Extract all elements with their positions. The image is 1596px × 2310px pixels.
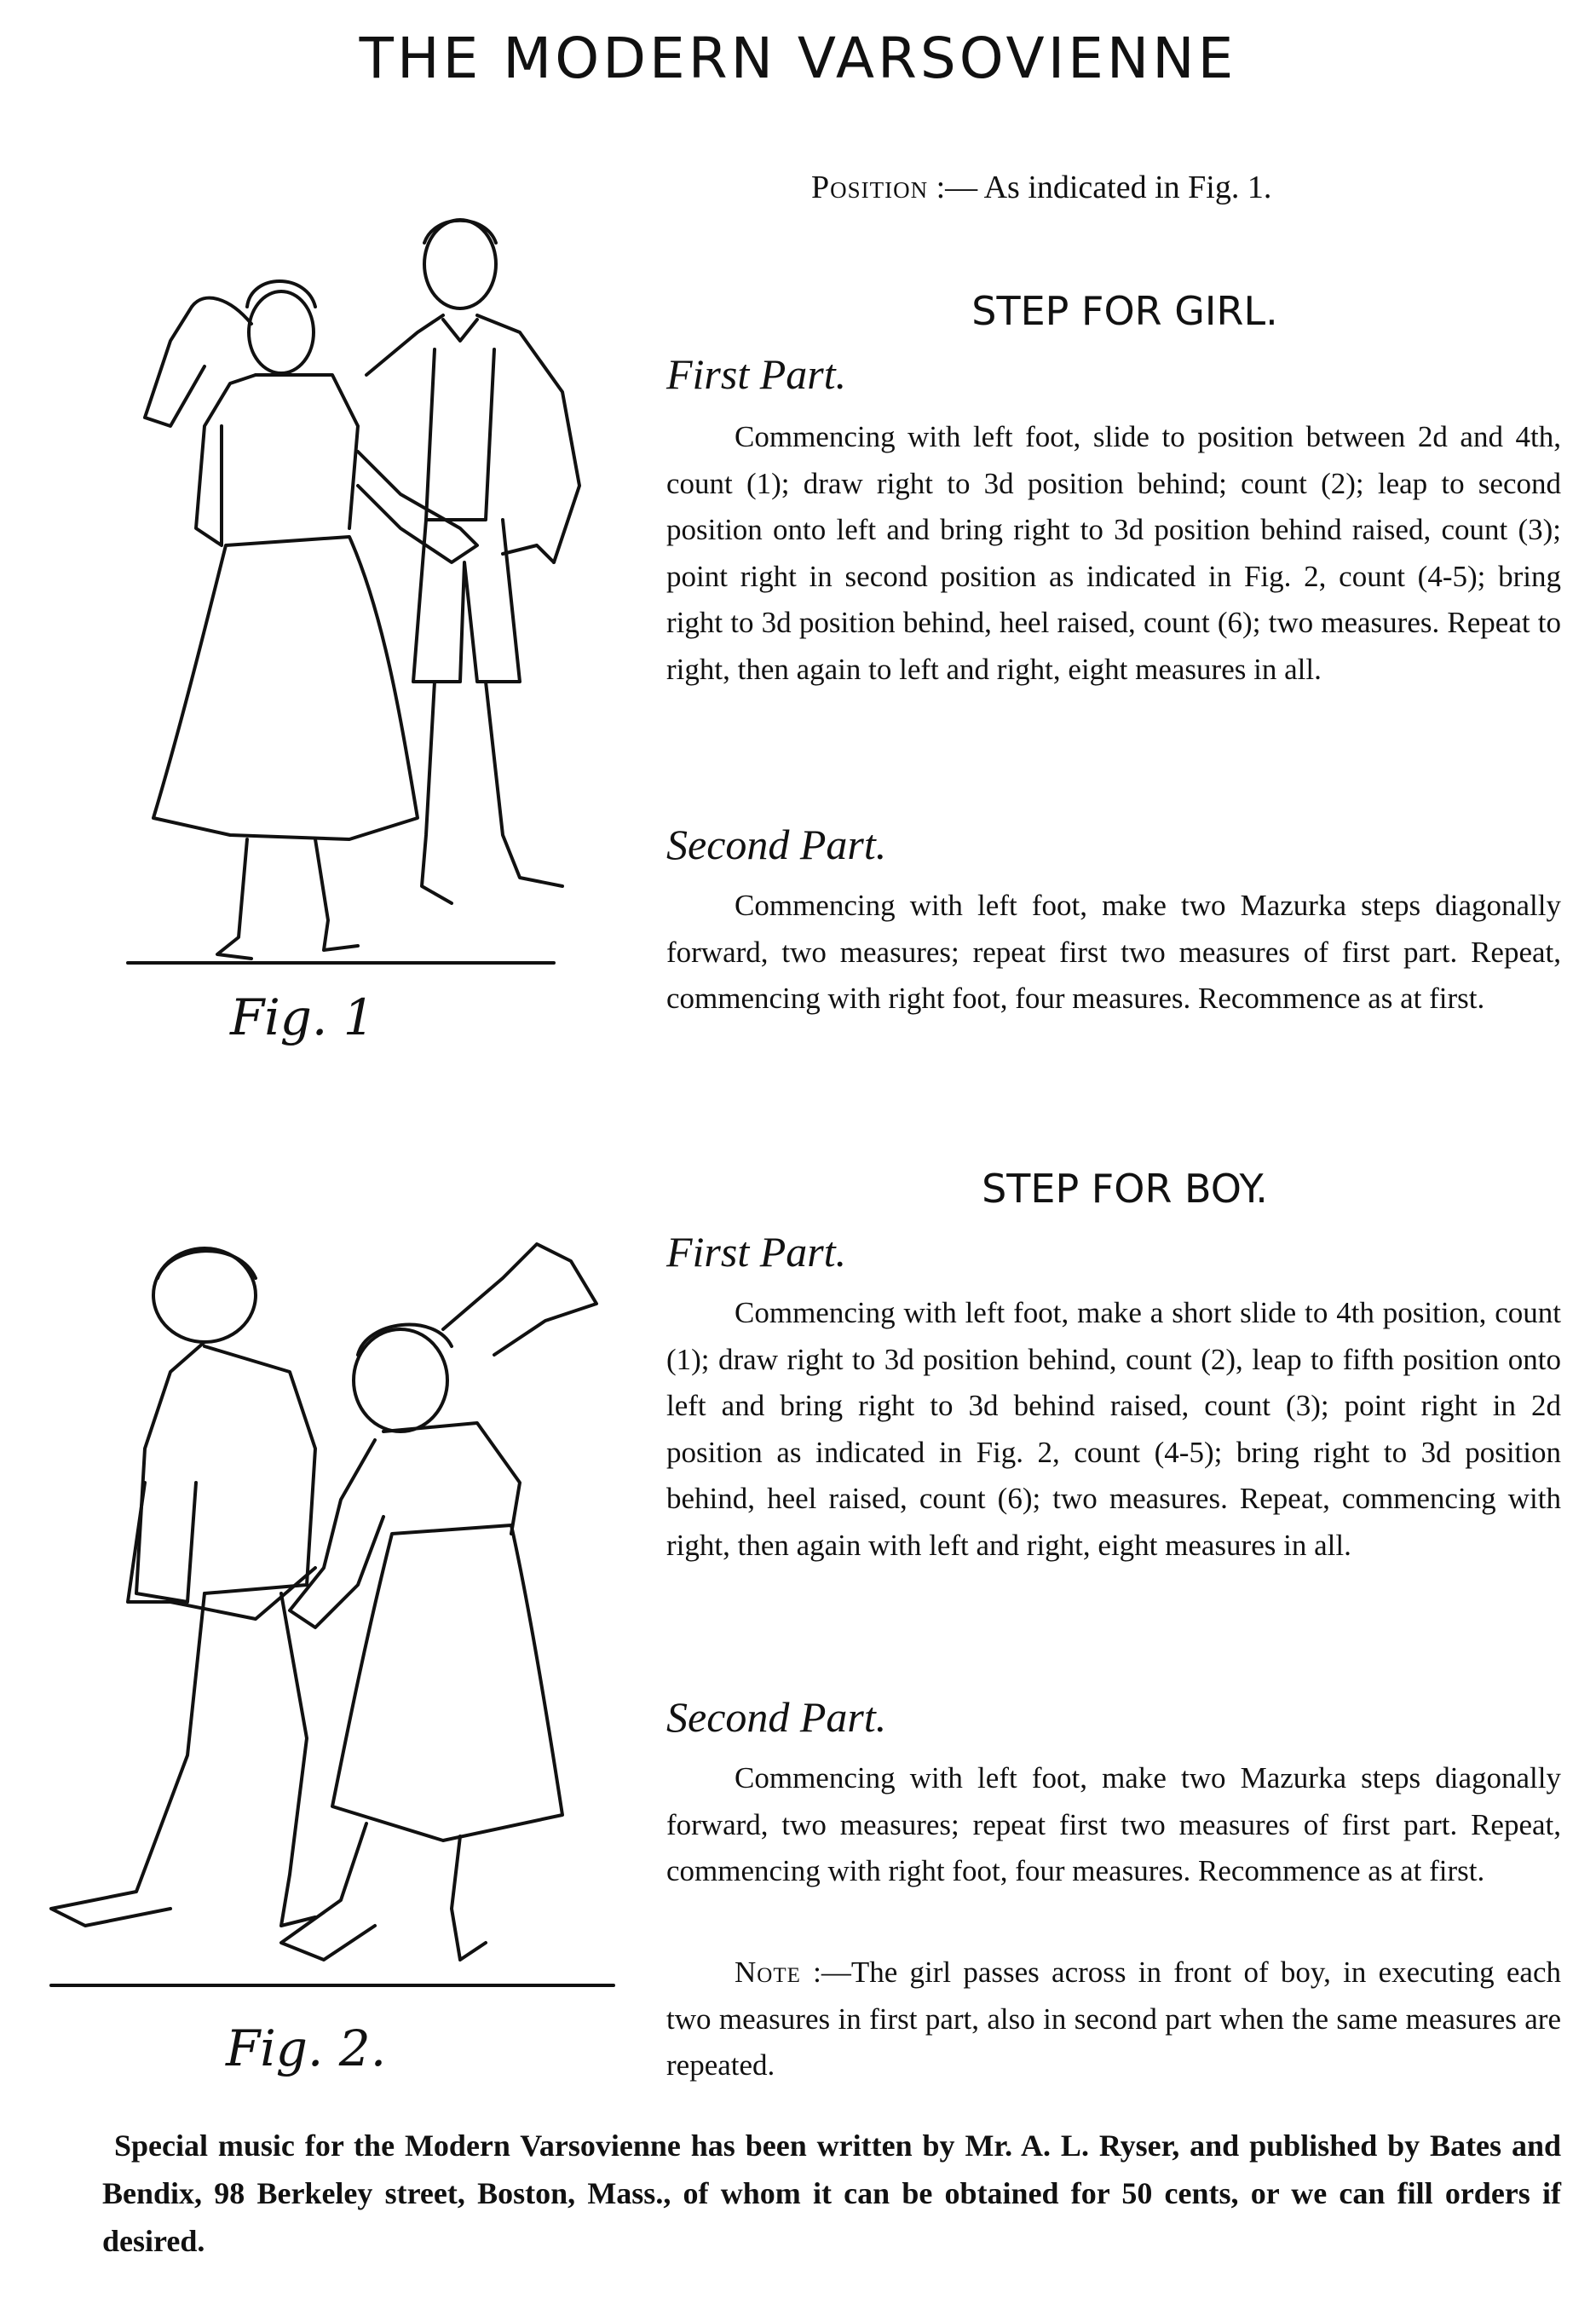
girl-first-part-text [666, 414, 1561, 693]
girl-second-part-text [666, 883, 1561, 1023]
boy-second-part-heading: Second Part. [666, 1693, 887, 1741]
girl-first-part-heading: First Part. [666, 350, 847, 398]
fig-1-label: Fig. 1 [230, 988, 375, 1046]
boy-section-heading: STEP FOR BOY. [982, 1166, 1268, 1212]
position-text: :— As indicated in Fig. 1. [928, 170, 1272, 205]
position-line [811, 169, 1271, 206]
girl-first-part-body: Commencing with left foot, slide to position between 2d and 4th, count (1); draw right to 3d position behind; count (2); leap to second position onto left and bring right to 3d position behind raised, count (3); point right in second position as indicated in Fig. 2, count (4-5); bring right to 3d position behind, heel raised, count (6); two measures. Repeat to right, then again to left and right, eight measures in all. [666, 420, 1561, 686]
boy-note-text [666, 1950, 1561, 2089]
boy-first-part-text [666, 1290, 1561, 1569]
fig-2-label: Fig. 2. [226, 2019, 387, 2077]
fig-1-illustration [77, 205, 605, 988]
note-label: Note [735, 1956, 801, 1989]
footer-paragraph [102, 2122, 1561, 2265]
boy-first-part-body: Commencing with left foot, make a short slide to 4th position, count (1); draw right to 3d position behind, count (2), leap to fifth position onto left and bring right to 3d behind raised, count (3); point right in 2d position as indicated in Fig. 2, count (4-5); bring right to 3d position behind, heel raised, count (6); two measures. Repeat, commencing with right, then again with left and right, eight measures in all. [666, 1296, 1561, 1562]
page-title: THE MODERN VARSOVIENNE [359, 26, 1237, 91]
girl-second-part-body: Commencing with left foot, make two Mazurka steps diagonally forward, two measures; repeat first two measures of first part. Repeat, commencing with right foot, four measures. Recommence as at first. [666, 889, 1561, 1015]
position-label: Position [811, 170, 929, 205]
boy-second-part-text [666, 1755, 1561, 1895]
girl-second-part-heading: Second Part. [666, 821, 887, 868]
boy-first-part-heading: First Part. [666, 1228, 847, 1276]
fig-2-illustration [34, 1227, 631, 1994]
boy-second-part-body: Commencing with left foot, make two Mazurka steps diagonally forward, two measures; repeat first two measures of first part. Repeat, commencing with right foot, four measures. Recommence as at first. [666, 1761, 1561, 1887]
girl-section-heading: STEP FOR GIRL. [971, 288, 1278, 334]
note-body: :—The girl passes across in front of boy, in executing each two measures in first part, also in second part when the same measures are repeated. [666, 1956, 1561, 2082]
footer-text: Special music for the Modern Varsovienne has been written by Mr. A. L. Ryser, and published by Bates and Bendix, 98 Berkeley street, Boston, Mass., of whom it can be obtained for 50 cents, or we can fill orders if desired. [102, 2129, 1561, 2258]
